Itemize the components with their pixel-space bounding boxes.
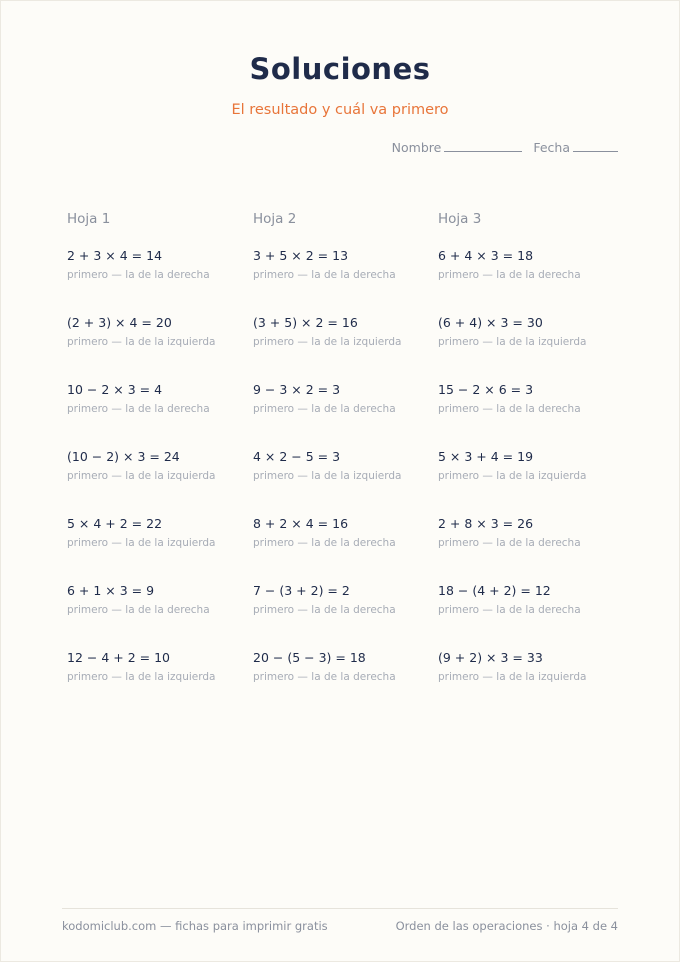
equation: 6 + 1 × 3 = 9 xyxy=(67,583,155,598)
equation: (10 − 2) × 3 = 24 xyxy=(67,449,180,464)
equation: 7 − (3 + 2) = 2 xyxy=(253,583,350,598)
equation: 2 + 8 × 3 = 26 xyxy=(438,516,534,531)
order-hint: primero — la de la izquierda xyxy=(253,470,402,482)
order-hint: primero — la de la izquierda xyxy=(438,336,587,348)
order-hint: primero — la de la izquierda xyxy=(67,671,216,683)
equation: 2 + 3 × 4 = 14 xyxy=(67,248,163,263)
equation: (2 + 3) × 4 = 20 xyxy=(67,315,172,330)
order-hint: primero — la de la derecha xyxy=(253,269,396,281)
order-hint: primero — la de la derecha xyxy=(253,604,396,616)
equation: (3 + 5) × 2 = 16 xyxy=(253,315,358,330)
order-hint: primero — la de la derecha xyxy=(438,269,581,281)
equation: 3 + 5 × 2 = 13 xyxy=(253,248,349,263)
page-subtitle: El resultado y cuál va primero xyxy=(231,102,449,118)
equation: 18 − (4 + 2) = 12 xyxy=(438,583,551,598)
answer-item xyxy=(67,248,247,315)
sheet-column-3 xyxy=(438,209,618,717)
equation: 9 − 3 × 2 = 3 xyxy=(253,382,341,397)
sheet-heading: Hoja 2 xyxy=(253,211,297,227)
answer-item xyxy=(253,516,433,583)
order-hint: primero — la de la derecha xyxy=(253,671,396,683)
answer-item xyxy=(67,650,247,717)
order-hint: primero — la de la derecha xyxy=(67,604,210,616)
equation: 5 × 4 + 2 = 22 xyxy=(67,516,163,531)
answer-item xyxy=(67,583,247,650)
footer-page-info: Orden de las operaciones · hoja 4 de 4 xyxy=(395,919,618,933)
answer-item xyxy=(253,650,433,717)
order-hint: primero — la de la izquierda xyxy=(67,537,216,549)
order-hint: primero — la de la izquierda xyxy=(438,671,587,683)
name-label: Nombre xyxy=(391,140,442,155)
answer-item xyxy=(438,449,618,516)
answer-item xyxy=(67,449,247,516)
answer-item xyxy=(438,516,618,583)
footer-divider xyxy=(62,908,618,909)
order-hint: primero — la de la izquierda xyxy=(67,470,216,482)
answer-item xyxy=(438,650,618,717)
order-hint: primero — la de la derecha xyxy=(438,604,581,616)
answer-item xyxy=(67,382,247,449)
answer-item xyxy=(438,315,618,382)
answer-item xyxy=(253,449,433,516)
equation: 4 × 2 − 5 = 3 xyxy=(253,449,341,464)
answer-item xyxy=(438,248,618,315)
equation: 10 − 2 × 3 = 4 xyxy=(67,382,163,397)
date-blank-line xyxy=(573,139,618,152)
answer-item xyxy=(253,583,433,650)
answer-item xyxy=(253,382,433,449)
sheet-heading: Hoja 1 xyxy=(67,211,111,227)
order-hint: primero — la de la derecha xyxy=(438,403,581,415)
answer-item xyxy=(67,315,247,382)
equation: 15 − 2 × 6 = 3 xyxy=(438,382,534,397)
equation: 5 × 3 + 4 = 19 xyxy=(438,449,534,464)
sheet-heading: Hoja 3 xyxy=(438,211,482,227)
sheet-column-1 xyxy=(67,209,247,717)
order-hint: primero — la de la izquierda xyxy=(253,336,402,348)
answer-item xyxy=(253,248,433,315)
order-hint: primero — la de la derecha xyxy=(253,537,396,549)
order-hint: primero — la de la derecha xyxy=(67,403,210,415)
equation: 20 − (5 − 3) = 18 xyxy=(253,650,366,665)
answer-item xyxy=(253,315,433,382)
equation: 6 + 4 × 3 = 18 xyxy=(438,248,534,263)
date-label: Fecha xyxy=(533,140,570,155)
answer-item xyxy=(438,382,618,449)
equation: (9 + 2) × 3 = 33 xyxy=(438,650,543,665)
name-blank-line xyxy=(444,139,522,152)
page-title: Soluciones xyxy=(249,52,431,86)
answer-item xyxy=(67,516,247,583)
equation: (6 + 4) × 3 = 30 xyxy=(438,315,543,330)
answer-item xyxy=(438,583,618,650)
footer-site-text: kodomiclub.com — fichas para imprimir gratis xyxy=(62,919,328,933)
sheet-column-2 xyxy=(253,209,433,717)
order-hint: primero — la de la derecha xyxy=(438,537,581,549)
order-hint: primero — la de la izquierda xyxy=(67,336,216,348)
equation: 12 − 4 + 2 = 10 xyxy=(67,650,170,665)
order-hint: primero — la de la izquierda xyxy=(438,470,587,482)
order-hint: primero — la de la derecha xyxy=(67,269,210,281)
order-hint: primero — la de la derecha xyxy=(253,403,396,415)
equation: 8 + 2 × 4 = 16 xyxy=(253,516,349,531)
name-date-fields xyxy=(392,139,618,155)
